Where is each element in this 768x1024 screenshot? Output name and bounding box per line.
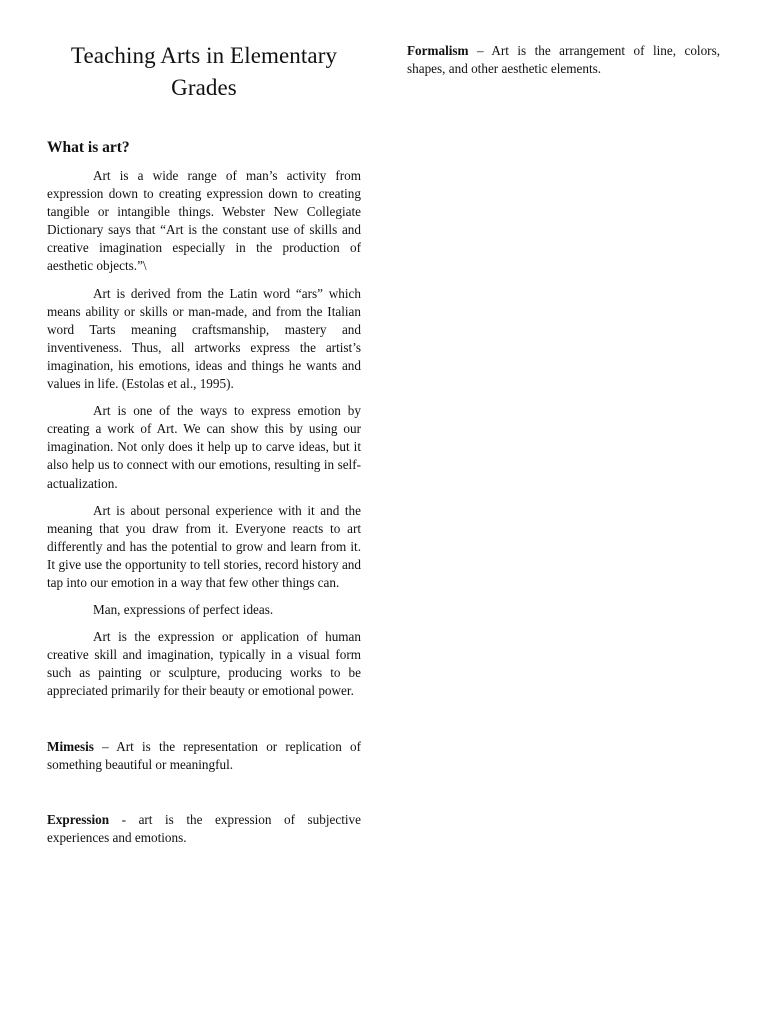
term-definition: art is the expression of subjective experiences and emotions.: [47, 811, 361, 845]
page-title: Teaching Arts in Elementary Grades: [70, 43, 338, 100]
theory-expression: [47, 811, 361, 847]
paragraph: Art is the expression or application of human creative skill and imagination, typically in a visual form such as painting or sculpture, producing works to be appreciated primarily for their beauty or emotional power.: [47, 629, 361, 699]
paragraph: Art is derived from the Latin word “ars” which means ability or skills or man-made, and from the Italian word Tarts meaning craftsmanship, mastery and inventiveness. Thus, all artworks express the artist’s imagination, his emotions, ideas and things he wants and values in life. (Estolas et al., 1995).: [47, 285, 361, 392]
term-label: Expression: [47, 811, 110, 827]
left-column: [47, 40, 361, 847]
term-label: Mimesis: [47, 738, 94, 754]
term-definition: Art is the arrangement of line, colors, shapes, and other aesthetic elements.: [407, 43, 720, 77]
term-separator: –: [468, 43, 492, 58]
term-separator: –: [93, 738, 117, 754]
paragraph: Man, expressions of perfect ideas.: [93, 602, 274, 618]
paragraph: Art is one of the ways to express emotion by creating a work of Art. We can show this by using our imagination. Not only does it help up to carve ideas, but it also help us to connect with our emotions, resulting in self-actualization.: [47, 403, 361, 491]
term-separator: -: [109, 811, 139, 827]
theory-mimesis: [47, 738, 361, 774]
paragraph: Art is about personal experience with it and the meaning that you draw from it. Everyone reacts to art differently and has the potential to grow and learn from it. It give use the opportunity to tell stories, record history and tap into our emotion in a way that few other things can.: [47, 502, 361, 590]
theory-formalism: [407, 42, 720, 78]
right-column: [407, 42, 720, 78]
section-heading: What is art?: [47, 139, 130, 156]
paragraph: Art is a wide range of man’s activity from expression down to creating expression down to creating tangible or intangible things. Webster New Collegiate Dictionary says that “Art is the constant use of skills and creative imagination especially in the production of aesthetic objects.”\: [47, 168, 361, 274]
term-definition: Art is the representation or replication of something beautiful or meaningful.: [47, 738, 361, 772]
term-label: Formalism: [407, 43, 469, 58]
